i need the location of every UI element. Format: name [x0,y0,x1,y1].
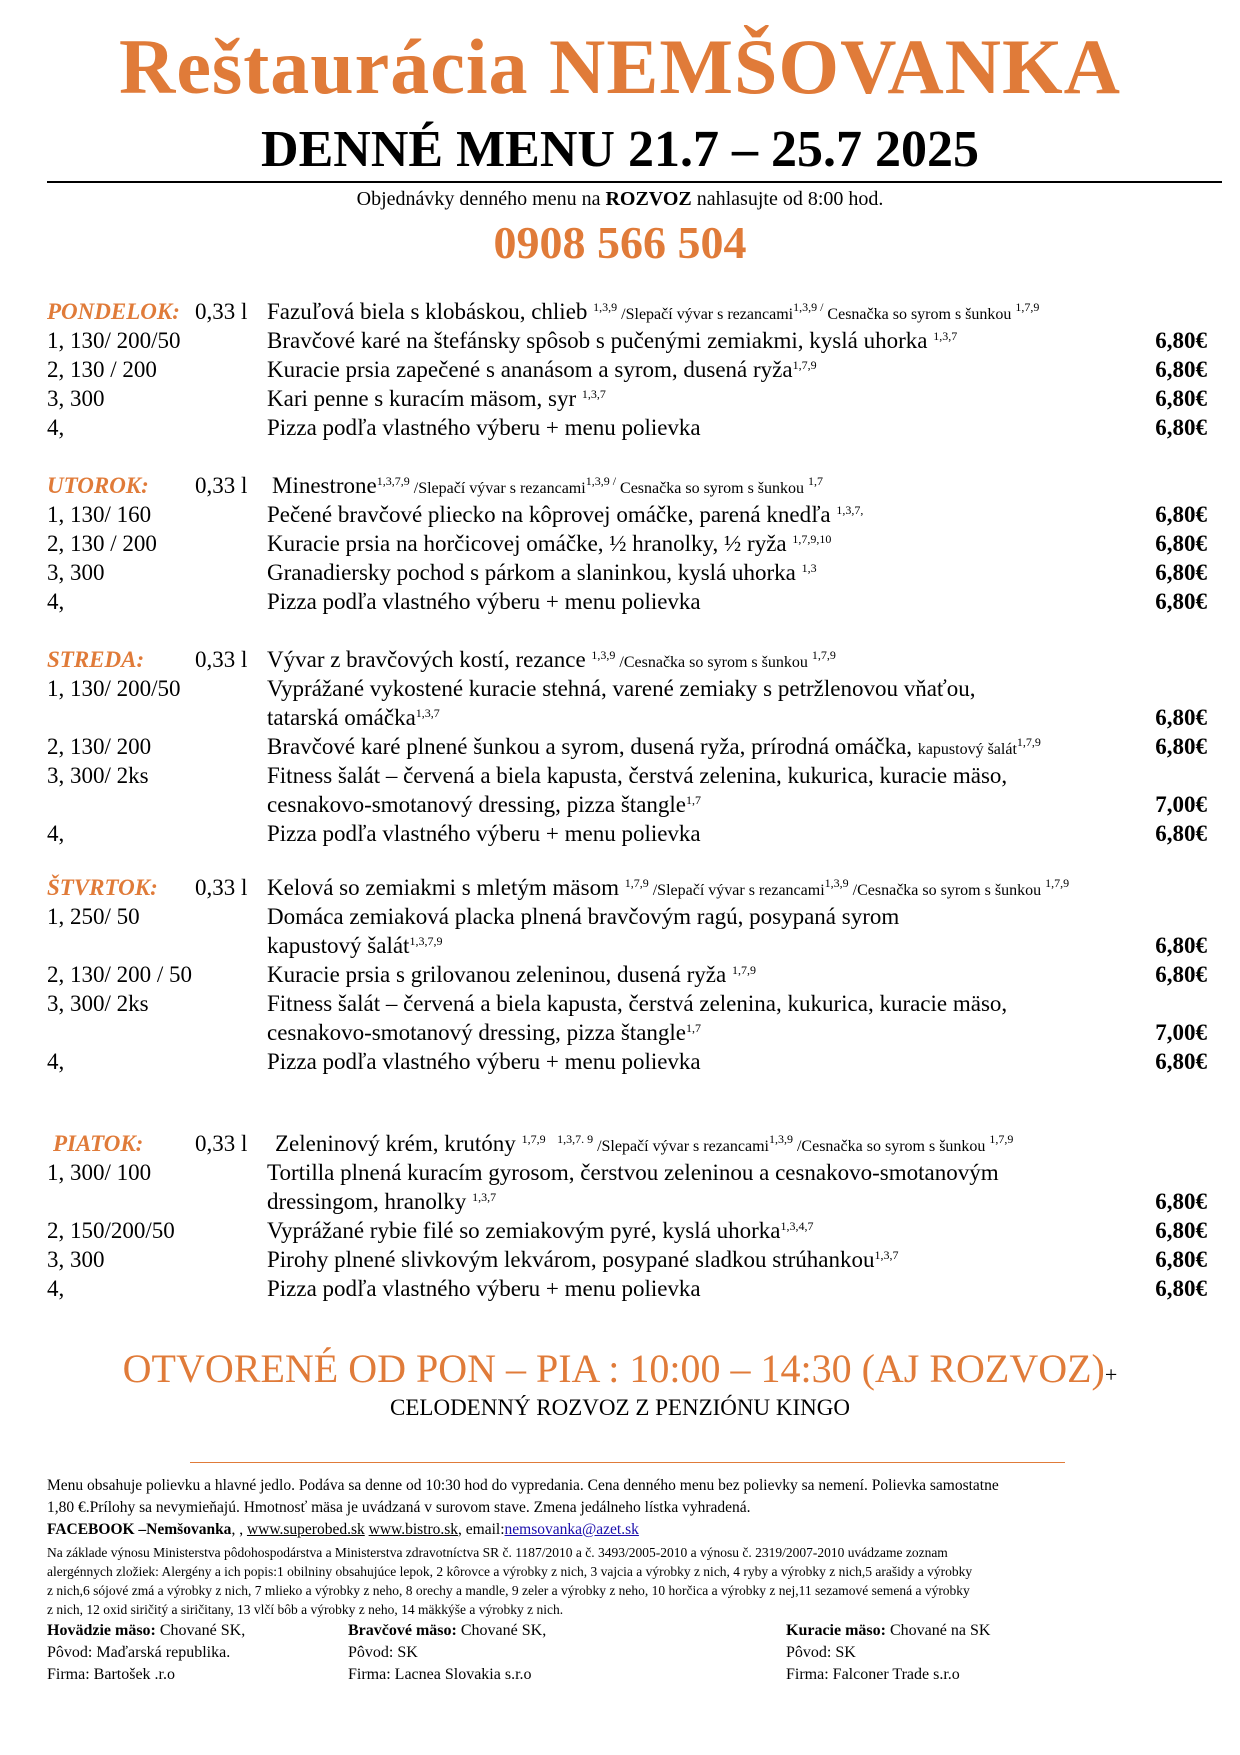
tuesday-soup-row [47,471,1207,500]
item-description: Tortilla plnená kuracím gyrosom, čerstvou zeleninou a cesnakovo-smotanovým [267,1160,999,1185]
opening-plus: + [1104,1362,1118,1387]
superobed-link[interactable]: www.superobed.sk [246,1521,365,1538]
soup-list: Fazuľová biela s klobáskou, chlieb $^{1,3,9}$ /Slepačí vývar s rezancami$^{1,3,9 /}$ Cesnačka so syrom s šunkou $^{1,7,9}$ [267,299,1040,324]
day-label-thursday: ŠTVRTOK: [47,875,158,900]
menu-item [47,326,1207,355]
item-description: Kuracie prsia na horčicovej omáčke, ½ hranolky, ½ ryža $^{1,7,9,10}$ [267,531,832,556]
item-number-weight: 1, 130/ 200/50 [47,328,181,353]
chicken-info: Kuracie mäso: Chované na SK Pôvod: SK Firma: Falconer Trade s.r.o [786,1622,991,1683]
soup-list: Kelová so zemiakmi s mletým mäsom $^{1,7,9}$ /Slepačí vývar s rezancami$^{1,3,9}$ /Cesnačka so syrom s šunkou $^{1,7,9}$ [267,875,1070,900]
restaurant-title: Reštaurácia NEMŠOVANKA [118,23,1122,110]
item-price: 6,80€ [1155,705,1207,730]
order-note-text: Objednávky denného menu na [356,188,606,210]
item-price: 6,80€ [1155,531,1207,556]
item-description: kapustový šalát$^{1,3,7,9}$ [267,933,443,958]
menu-item [47,674,1207,703]
soup-volume: 0,33 l [195,299,248,324]
menu-item [47,500,1207,529]
item-number-weight: 2, 130 / 200 [47,357,157,382]
phone-number[interactable]: 0908 566 504 [493,217,747,268]
menu-item [47,587,1207,616]
item-description: tatarská omáčka$^{1,3,7}$ [267,705,440,730]
menu-item-continued [47,931,1207,960]
item-description: Pizza podľa vlastného výberu + menu polievka [267,821,701,846]
menu-item [47,1274,1207,1303]
order-note [0,186,1240,212]
item-price: 7,00€ [1155,1020,1207,1045]
menu-item [47,761,1207,790]
item-description: cesnakovo-smotanový dressing, pizza štangle$^{1,7}$ [267,792,701,817]
item-number-weight: 4, [47,821,65,846]
item-description: Kari penne s kuracím mäsom, syr $^{1,3,7}$ [267,386,606,411]
soup-list: Minestrone$^{1,3,7,9}$ /Slepačí vývar s rezancami$^{1,3,9 /}$ Cesnačka so syrom s šunkou $^{1,7}$ [272,473,824,498]
item-number-weight: 1, 250/ 50 [47,904,140,929]
bistro-link[interactable]: www.bistro.sk [368,1521,459,1538]
item-number-weight: 4, [47,589,65,614]
menu-item [47,413,1207,442]
item-number-weight: 1, 130/ 160 [47,502,152,527]
item-description: Vyprážané vykostené kuracie stehná, varené zemiaky s petržlenovou vňaťou, [267,676,976,701]
item-description: Bravčové karé plnené šunkou a syrom, dusená ryža, prírodná omáčka, kapustový šalát$^{1,7,9}$ [267,734,1041,759]
footer-contacts: FACEBOOK –Nemšovanka, , www.superobed.sk www.bistro.sk, email:nemsovanka@azet.sk [47,1521,639,1538]
allergen-line3: z nich,6 sójové zmá a výrobky z nich, 7 mlieko a výrobky z neho, 8 orechy a mandle, 9 zeler a výrobky z neho, 10 horčica a výrobky z nej,11 sezamové semená a výrobky [47,1583,970,1598]
allergen-line4: z nich, 12 oxid siričitý a siričitany, 13 vlčí bôb a výrobky z neho, 14 mäkkýše a výrobky z nich. [47,1602,564,1617]
soup-volume: 0,33 l [195,647,248,672]
opening-hours [0,1345,1240,1399]
allergen-line2: alergénnych zložiek: Alergény a ich popis:1 obilniny obsahujúce lepok, 2 kôrovce a výrobky z nich, 3 vajcia a výrobky z nich, 4 ryby a výrobky z nich,5 arašidy a výrobky [47,1564,973,1579]
menu-item [47,960,1207,989]
item-description: Pečené bravčové pliecko na kôprovej omáčke, parená knedľa $^{1,3,7,}$ [267,502,864,527]
menu-item [47,384,1207,413]
day-label-wednesday: STREDA: [47,647,145,672]
menu-item [47,1216,1207,1245]
item-price: 6,80€ [1155,1218,1207,1243]
menu-item [47,989,1207,1018]
menu-item [47,1047,1207,1076]
item-price: 6,80€ [1155,1276,1207,1301]
day-label-friday: PIATOK: [53,1131,144,1156]
menu-item [47,558,1207,587]
facebook-label: FACEBOOK –Nemšovanka [47,1521,232,1538]
footer-notice-line2: 1,80 €.Prílohy sa nevymieňajú. Hmotnosť mäsa je uvádzaná v surovom stave. Zmena jedálneho lístka vyhradená. [47,1499,751,1516]
item-description: Pizza podľa vlastného výberu + menu polievka [267,1276,701,1301]
menu-item [47,1158,1207,1187]
item-price: 6,80€ [1155,1247,1207,1272]
item-number-weight: 4, [47,415,65,440]
item-number-weight: 3, 300 [47,386,105,411]
item-number-weight: 2, 130/ 200 / 50 [47,962,193,987]
item-price: 6,80€ [1155,1049,1207,1074]
item-number-weight: 4, [47,1276,65,1301]
item-description: Granadiersky pochod s párkom a slaninkou, kyslá uhorka $^{1,3}$ [267,560,817,585]
item-price: 7,00€ [1155,792,1207,817]
item-number-weight: 4, [47,1049,65,1074]
footer-notice-line1: Menu obsahuje polievku a hlavné jedlo. Podáva sa denne od 10:30 hod do vypredania. Cena denného menu bez polievky sa nemení. Polievka samostatne [47,1477,999,1494]
item-description: Domáca zemiaková placka plnená bravčovým ragú, posypaná syrom [267,904,900,929]
menu-item [47,1245,1207,1274]
item-price: 6,80€ [1155,1189,1207,1214]
delivery-note: CELODENNÝ ROZVOZ Z PENZIÓNU KINGO [390,1395,850,1420]
menu-item [47,529,1207,558]
item-price: 6,80€ [1155,962,1207,987]
day-label-tuesday: UTOROK: [47,473,149,498]
item-number-weight: 2, 150/200/50 [47,1218,175,1243]
item-number-weight: 1, 300/ 100 [47,1160,152,1185]
item-description: Vyprážané rybie filé so zemiakovým pyré, kyslá uhorka$^{1,3,4,7}$ [267,1218,814,1243]
item-number-weight: 2, 130 / 200 [47,531,157,556]
item-price: 6,80€ [1155,502,1207,527]
item-number-weight: 3, 300/ 2ks [47,763,149,788]
item-description: Bravčové karé na štefánsky spôsob s pučenými zemiakmi, kyslá uhorka $^{1,3,7}$ [267,328,958,353]
item-description: Kuracie prsia zapečené s ananásom a syrom, dusená ryža$^{1,7,9}$ [267,357,817,382]
item-description: Pirohy plnené slivkovým lekvárom, posypané sladkou strúhankou$^{1,3,7}$ [267,1247,899,1272]
item-price: 6,80€ [1155,386,1207,411]
item-description: Fitness šalát – červená a biela kapusta, čerstvá zelenina, kukurica, kuracie mäso, [267,991,1008,1016]
item-price: 6,80€ [1155,589,1207,614]
monday-soup-row [47,297,1207,326]
friday-soup-row [47,1129,1207,1158]
soup-list: Vývar z bravčových kostí, rezance $^{1,3,9}$ /Cesnačka so syrom s šunkou $^{1,7,9}$ [267,647,836,672]
menu-item [47,819,1207,848]
item-description: Pizza podľa vlastného výberu + menu polievka [267,415,701,440]
soup-volume: 0,33 l [195,875,248,900]
allergen-line1: Na základe výnosu Ministerstva pôdohospodárstva a Ministerstva zdravotníctva SR č. 1187/2010 a č. 3493/2005-2010 a výnosu č. 2319/2007-2010 uvádzame zoznam [47,1545,948,1560]
pork-info: Bravčové mäso: Chované SK, Pôvod: SK Firma: Lacnea Slovakia s.r.o [348,1622,547,1683]
order-note-delivery: ROZVOZ [605,188,692,210]
menu-week-title: DENNÉ MENU 21.7 – 25.7 2025 [261,121,979,178]
menu-item [47,355,1207,384]
menu-item [47,902,1207,931]
item-number-weight: 3, 300 [47,1247,105,1272]
soup-volume: 0,33 l [195,1131,248,1156]
menu-item-continued [47,1018,1207,1047]
day-label-monday: PONDELOK: [47,299,180,324]
item-description: Fitness šalát – červená a biela kapusta, čerstvá zelenina, kukurica, kuracie mäso, [267,763,1008,788]
item-number-weight: 3, 300 [47,560,105,585]
soup-list: Zeleninový krém, krutóny $^{1,7,9}$ $^{1,3,7. 9}$ /Slepačí vývar s rezancami$^{1,3,9}$ /Cesnačka so syrom s šunkou $^{1,7,9}$ [275,1131,1014,1156]
item-price: 6,80€ [1155,560,1207,585]
header-divider [47,181,1222,183]
soup-volume: 0,33 l [195,473,248,498]
item-description: cesnakovo-smotanový dressing, pizza štangle$^{1,7}$ [267,1020,701,1045]
item-number-weight: 2, 130/ 200 [47,734,152,759]
email-link[interactable]: nemsovanka@azet.sk [504,1521,639,1538]
wednesday-soup-row [47,645,1207,674]
menu-item-continued [47,1187,1207,1216]
menu-item-continued [47,703,1207,732]
item-price: 6,80€ [1155,933,1207,958]
item-price: 6,80€ [1155,415,1207,440]
item-description: Pizza podľa vlastného výberu + menu polievka [267,1049,701,1074]
item-description: dressingom, hranolky $^{1,3,7}$ [267,1189,497,1214]
item-description: Kuracie prsia s grilovanou zeleninou, dusená ryža $^{1,7,9}$ [267,962,756,987]
menu-item [47,732,1207,761]
item-number-weight: 1, 130/ 200/50 [47,676,181,701]
opening-hours-text: OTVORENÉ OD PON – PIA : 10:00 – 14:30 (AJ ROZVOZ) [122,1346,1105,1391]
item-price: 6,80€ [1155,357,1207,382]
item-description: Pizza podľa vlastného výberu + menu polievka [267,589,701,614]
item-number-weight: 3, 300/ 2ks [47,991,149,1016]
beef-info: Hovädzie mäso: Chované SK, Pôvod: Maďarská republika. Firma: Bartošek .r.o [47,1622,246,1683]
footer-divider [190,1462,1065,1463]
thursday-soup-row [47,873,1207,902]
order-note-time: nahlasujte od 8:00 hod. [691,188,884,210]
menu-item-continued [47,790,1207,819]
item-price: 6,80€ [1155,328,1207,353]
item-price: 6,80€ [1155,734,1207,759]
item-price: 6,80€ [1155,821,1207,846]
